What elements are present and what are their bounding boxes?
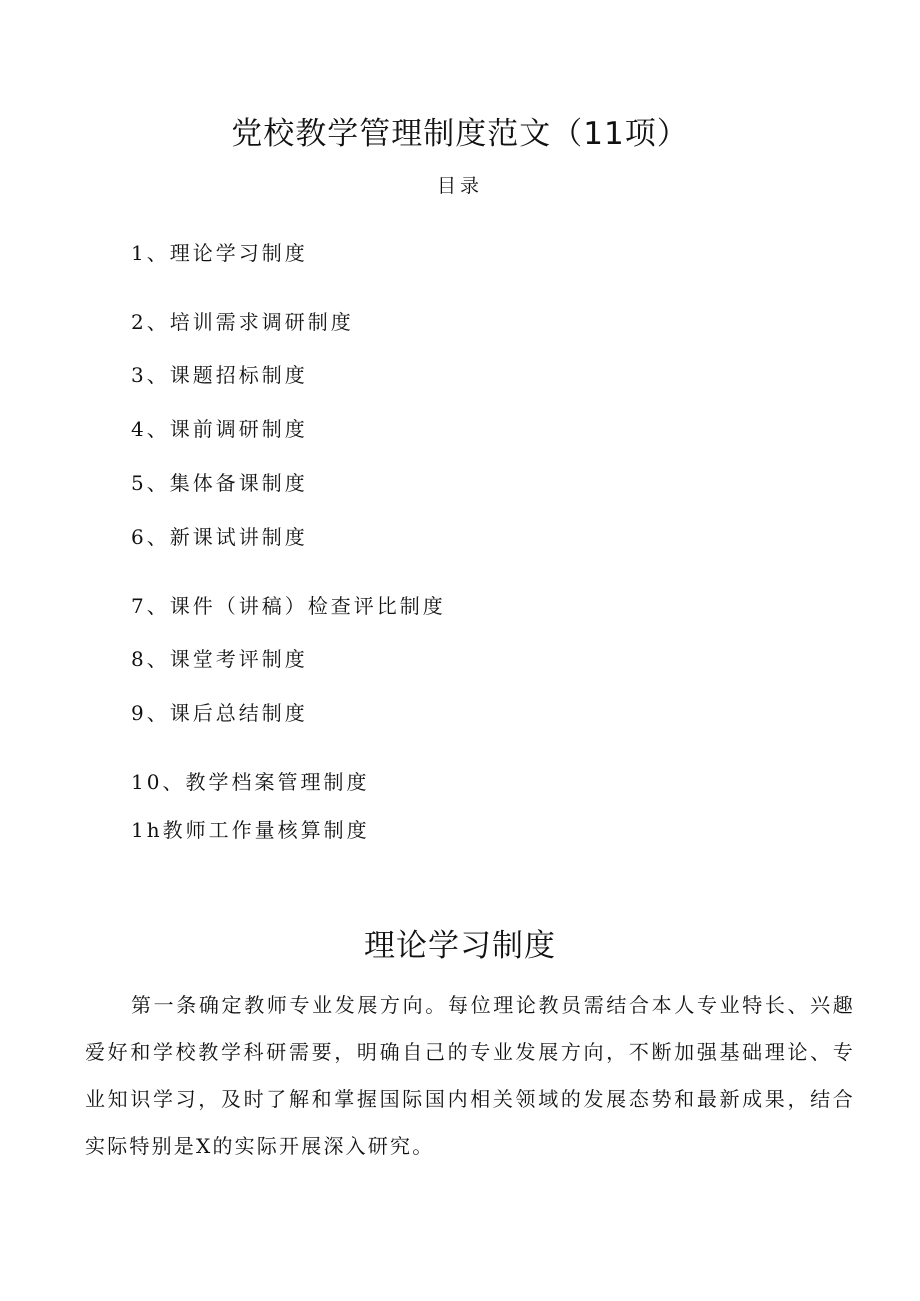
toc-heading: 目录 bbox=[436, 175, 483, 197]
toc-item-1: 1、理论学习制度 bbox=[131, 241, 308, 265]
toc-item-6: 6、新课试讲制度 bbox=[131, 525, 308, 549]
toc-item-5: 5、集体备课制度 bbox=[131, 471, 308, 495]
section-title: 理论学习制度 bbox=[364, 928, 556, 964]
document-title: 党校教学管理制度范文（11项） bbox=[231, 116, 689, 152]
toc-item-7: 7、课件（讲稿）检查评比制度 bbox=[131, 594, 446, 618]
toc-item-8: 8、课堂考评制度 bbox=[131, 647, 308, 671]
toc-item-10: 10、教学档案管理制度 bbox=[131, 770, 370, 794]
toc-item-9: 9、课后总结制度 bbox=[131, 701, 308, 725]
section-paragraph: 第一条确定教师专业发展方向。每位理论教员需结合本人专业特长、兴趣爱好和学校教学科研需要，明确自己的专业发展方向，不断加强基础理论、专业知识学习，及时了解和掌握国际国内相关领域的发展态势和最新成果，结合实际特别是X的实际开展深入研究。 bbox=[85, 993, 855, 1158]
toc-item-11: 1h教师工作量核算制度 bbox=[131, 818, 370, 842]
toc-item-4: 4、课前调研制度 bbox=[131, 417, 308, 441]
toc-item-2: 2、培训需求调研制度 bbox=[131, 310, 354, 334]
toc-item-3: 3、课题招标制度 bbox=[131, 363, 308, 387]
